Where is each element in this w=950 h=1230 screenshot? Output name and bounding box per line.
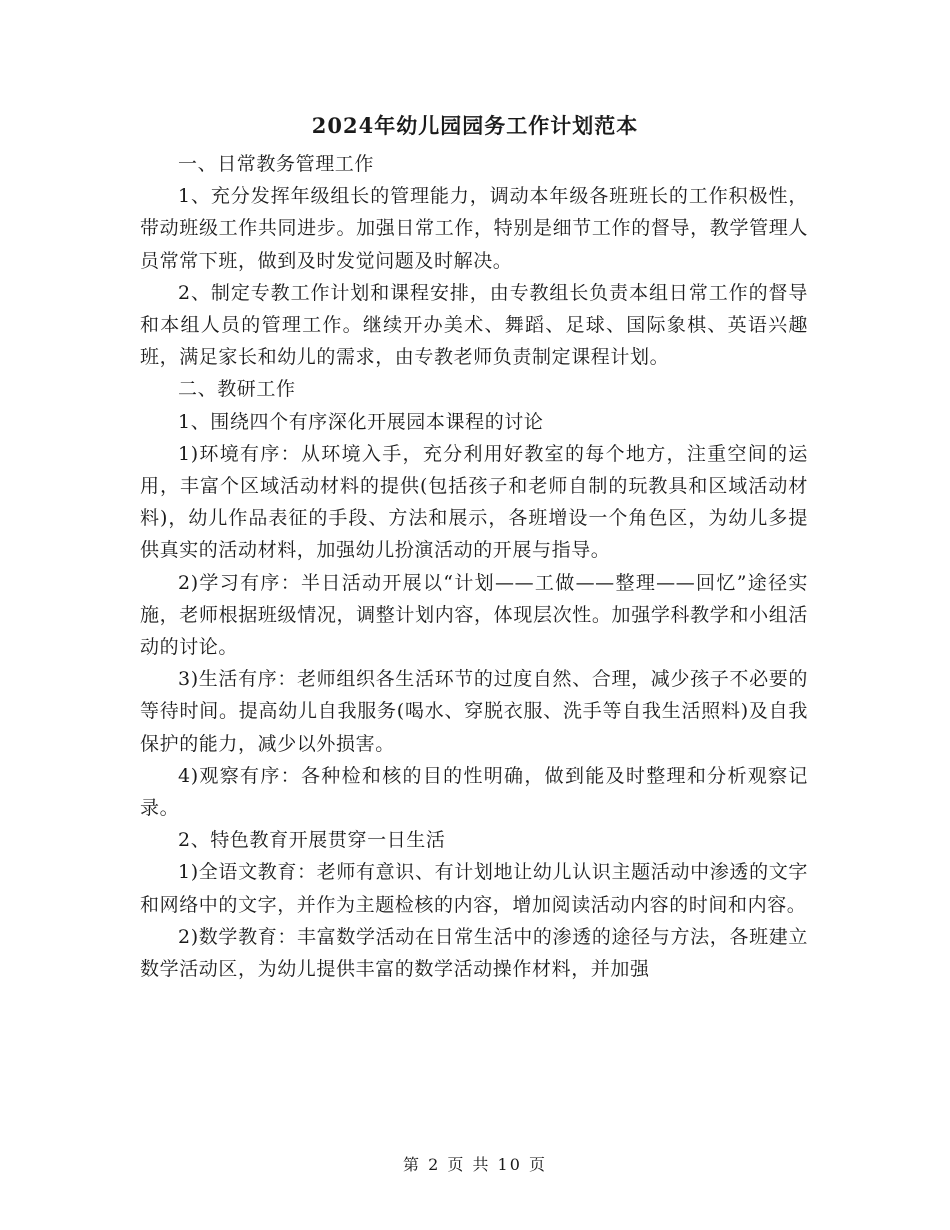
paragraph: 3)生活有序：老师组织各生活环节的过度自然、合理，减少孩子不必要的等待时间。提高幼儿自我服务(喝水、穿脱衣服、洗手等自我生活照料)及自我保护的能力，减少以外损害。: [140, 668, 808, 755]
paragraph: 1)全语文教育：老师有意识、有计划地让幼儿认识主题活动中渗透的文字和网络中的文字，并作为主题检核的内容，增加阅读活动内容的时间和内容。: [140, 861, 808, 916]
paragraph: 2)数学教育：丰富数学活动在日常生活中的渗透的途径与方法，各班建立数学活动区，为幼儿提供丰富的数学活动操作材料，并加强: [140, 925, 808, 981]
subsection-heading: 2、特色教育开展贯穿一日生活: [178, 829, 446, 852]
section-heading: 一、日常教务管理工作: [178, 153, 375, 175]
subsection-heading: 1、围绕四个有序深化开展园本课程的讨论: [178, 410, 544, 433]
paragraph: 2)学习有序：半日活动开展以“计划——工做——整理——回忆”途径实施，老师根据班级情况，调整计划内容，体现层次性。加强学科教学和小组活动的讨论。: [140, 571, 808, 659]
page-number-footer: 第 2 页 共 10 页: [403, 1155, 547, 1174]
document-body: [140, 148, 808, 985]
paragraph: 2、制定专教工作计划和课程安排，由专教组长负责本组日常工作的督导和本组人员的管理工作。继续开办美术、舞蹈、足球、国际象棋、英语兴趣班，满足家长和幼儿的需求，由专教老师负责制定课程计划。: [140, 281, 808, 369]
paragraph: 1、充分发挥年级组长的管理能力，调动本年级各班班长的工作积极性，带动班级工作共同进步。加强日常工作，特别是细节工作的督导，教学管理人员常常下班，做到及时发觉问题及时解决。: [140, 185, 808, 272]
section-heading: 二、教研工作: [178, 378, 296, 401]
document-title: 2024年幼儿园园务工作计划范本: [311, 113, 639, 138]
paragraph: 4)观察有序：各种检和核的目的性明确，做到能及时整理和分析观察记录。: [140, 764, 808, 820]
paragraph: 1)环境有序：从环境入手，充分利用好教室的每个地方，注重空间的运用，丰富个区域活动材料的提供(包括孩子和老师自制的玩教具和区域活动材料)，幼儿作品表征的手段、方法和展示，各班增设一个角色区，为幼儿多提供真实的活动材料，加强幼儿扮演活动的开展与指导。: [140, 442, 808, 562]
